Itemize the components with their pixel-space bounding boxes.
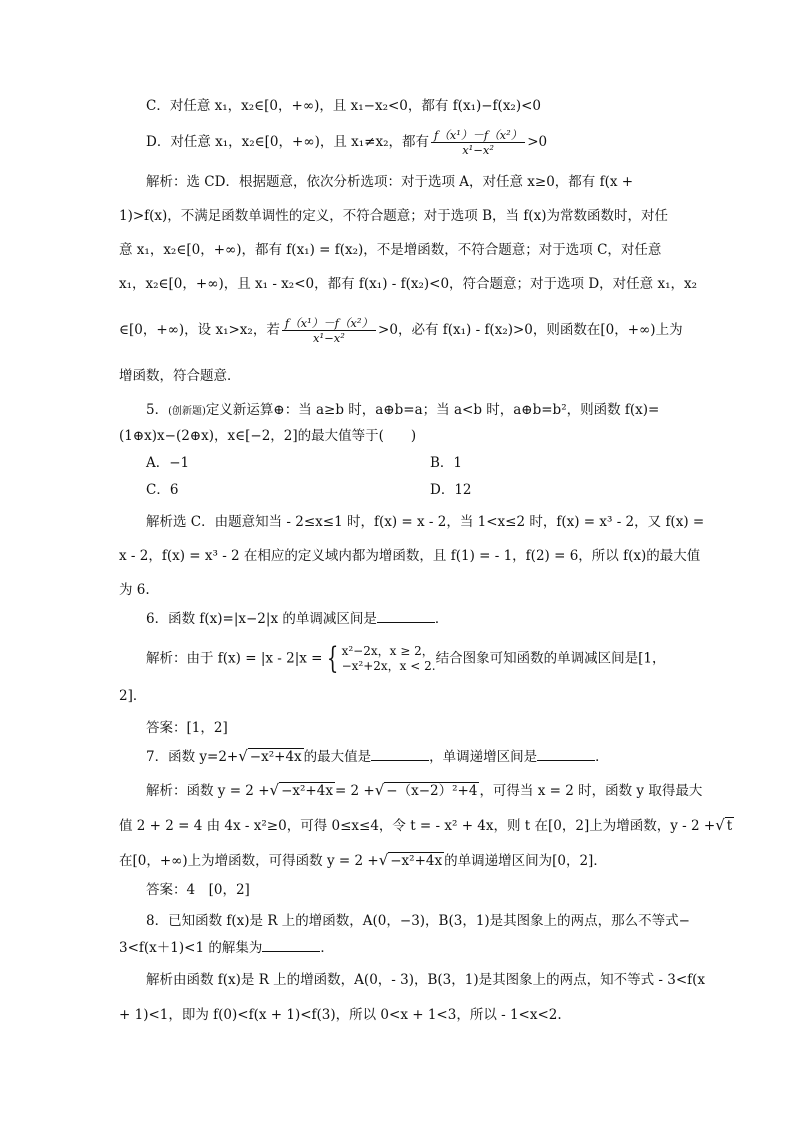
q7-sol3-prefix: 在[0，+∞)上为增函数，可得函数 y = 2 + xyxy=(119,853,379,869)
q4-solution-line3: 意 x₁，x₂∈[0，+∞)，都有 f(x₁) = f(x₂)，不是增函数，不符合题意；对于选项 C，对任意 xyxy=(119,242,662,258)
q7-sol1-suffix: ，可得当 x = 2 时，函数 y 取得最大 xyxy=(479,783,703,799)
option-d-fraction xyxy=(431,128,525,157)
answer-blank xyxy=(262,937,320,952)
case-2: −x²+2x，x < 2. xyxy=(341,659,436,673)
q4-solution-line6: 增函数，符合题意． xyxy=(119,368,241,384)
q7-sol1-mid: = 2 + xyxy=(334,783,375,799)
q6-stem-prefix: 6．函数 f(x)=|x−2|x 的单调减区间是 xyxy=(146,611,377,627)
q8-stem-prefix: 3<f(x＋1)<1 的解集为 xyxy=(119,940,263,956)
q7-stem-mid2: ，单调递增区间是 xyxy=(429,749,538,765)
q8-stem-suffix: ． xyxy=(320,940,334,956)
sqrt-icon: √ xyxy=(374,781,385,799)
q5-solution-line1: 解析选 C．由题意知当 - 2≤x≤1 时，f(x) = x - 2，当 1<x≤2 时，f(x) = x³ - 2，又 f(x) = xyxy=(146,514,705,530)
q8-stem-line1: 8．已知函数 f(x)是 R 上的增函数，A(0，−3)，B(3，1)是其图象上的两点，那么不等式− xyxy=(146,913,690,929)
q6-stem xyxy=(146,608,448,629)
q6-solution-suffix: 结合图象可知函数的单调减区间是[1， xyxy=(435,650,666,667)
q4-solution-line5-prefix: ∈[0，+∞)，设 x₁>x₂，若 xyxy=(119,322,280,338)
q7-stem xyxy=(146,746,609,767)
q6-stem-suffix: ． xyxy=(434,611,449,627)
sqrt-icon: √ xyxy=(269,781,280,799)
q6-solution-prefix: 解析：由于 f(x) = |x - 2|x = xyxy=(146,650,323,667)
fraction-denominator: x¹−x² xyxy=(313,331,345,345)
answer-blank xyxy=(371,746,429,761)
q5-tag: (创新题) xyxy=(168,406,206,417)
fraction-numerator: f（x¹）－f（x²） xyxy=(431,128,525,143)
q5-option-c: C．6 xyxy=(146,482,179,498)
q5-stem-line2: (1⊕x)x−(2⊕x)，x∈[−2，2]的最大值等于( ) xyxy=(119,428,417,444)
q8-solution-line1: 解析由函数 f(x)是 R 上的增函数，A(0，- 3)，B(3，1)是其图象上的两点，知不等式 - 3<f(x xyxy=(146,972,706,988)
q5-option-a: A．−1 xyxy=(146,455,190,471)
radicand: −x²+4x xyxy=(249,749,302,765)
q8-stem-line2 xyxy=(119,937,334,958)
q6-solution-line2: 2]． xyxy=(119,688,147,704)
q5-option-b: B．1 xyxy=(430,455,463,471)
radicand: −（x−2）²+4 xyxy=(386,783,478,799)
option-d-suffix: >0 xyxy=(527,134,548,150)
q7-answer: 答案：4 [0，2] xyxy=(146,882,250,898)
q8-solution-line2: + 1)<1，即为 f(0)<f(x + 1)<f(3)，所以 0<x + 1<3，所以 - 1<x<2. xyxy=(119,1007,562,1023)
q4-solution-line2: 1)>f(x)，不满足函数单调性的定义，不符合题意；对于选项 B，当 f(x)为常数函数时，对任 xyxy=(119,208,668,224)
sqrt-icon: √ xyxy=(238,747,248,765)
q4-solution-fraction xyxy=(282,316,376,345)
answer-blank xyxy=(537,746,595,761)
q5-stem-text: 定义新运算⊕：当 a≥b 时，a⊕b=a；当 a<b 时，a⊕b=b²，则函数 f(x)= xyxy=(205,402,660,418)
radicand: −x²+4x xyxy=(281,783,333,799)
q5-option-d: D．12 xyxy=(430,482,472,498)
radicand: −x²+4x xyxy=(390,853,443,869)
answer-blank xyxy=(377,608,435,623)
sqrt-icon: √ xyxy=(715,816,725,834)
left-brace-icon: { xyxy=(326,641,338,676)
q5-stem-line1 xyxy=(146,400,659,422)
q5-solution-line2: x - 2，f(x) = x³ - 2 在相应的定义域内都为增函数，且 f(1) = - 1，f(2) = 6，所以 f(x)的最大值 xyxy=(119,548,701,564)
radicand: t xyxy=(726,818,733,834)
q5-number: 5． xyxy=(146,402,169,418)
q4-solution-line5 xyxy=(119,316,683,345)
q7-solution-line2 xyxy=(119,815,734,836)
option-d-prefix: D．对任意 x₁，x₂∈[0，+∞)，且 x₁≠x₂，都有 xyxy=(146,134,429,150)
q7-sol1-prefix: 解析：函数 y = 2 + xyxy=(146,783,270,799)
q4-solution-line1: 解析：选 CD．根据题意，依次分析选项：对于选项 A，对任意 x≥0，都有 f(x + xyxy=(146,174,634,190)
q4-solution-line4: x₁，x₂∈[0，+∞)，且 x₁ - x₂<0，都有 f(x₁) - f(x₂)<0，符合题意；对于选项 D，对任意 x₁，x₂ xyxy=(119,276,698,292)
fraction-denominator: x¹−x² xyxy=(462,143,495,157)
q7-sol3-suffix: 的单调递增区间为[0，2]． xyxy=(444,853,607,869)
q7-sol2-prefix: 值 2 + 2 = 4 由 4x - x²≥0，可得 0≤x≤4，令 t = - x² + 4x，则 t 在[0，2]上为增函数，y - 2 + xyxy=(119,818,716,834)
option-d xyxy=(146,128,547,157)
q4-solution-line5-suffix: >0，必有 f(x₁) - f(x₂)>0，则函数在[0，+∞)上为 xyxy=(378,322,683,338)
q5-solution-line3: 为 6. xyxy=(119,582,150,598)
q6-solution-line1 xyxy=(146,641,666,676)
q7-solution-line3 xyxy=(119,850,607,871)
sqrt-icon: √ xyxy=(378,851,389,869)
fraction-numerator: f（x¹）－f（x²） xyxy=(282,316,376,331)
option-c: C．对任意 x₁，x₂∈[0，+∞)，且 x₁−x₂<0，都有 f(x₁)−f(x₂)<0 xyxy=(146,98,542,114)
q7-stem-prefix: 7．函数 y=2+ xyxy=(146,749,239,765)
case-1: x²−2x，x ≥ 2， xyxy=(341,644,434,658)
q7-stem-mid: 的最大值是 xyxy=(303,749,372,765)
q7-solution-line1 xyxy=(146,780,702,801)
q6-answer: 答案：[1，2] xyxy=(146,720,228,736)
q7-stem-suffix: ． xyxy=(595,749,609,765)
piecewise-cases xyxy=(342,644,436,674)
